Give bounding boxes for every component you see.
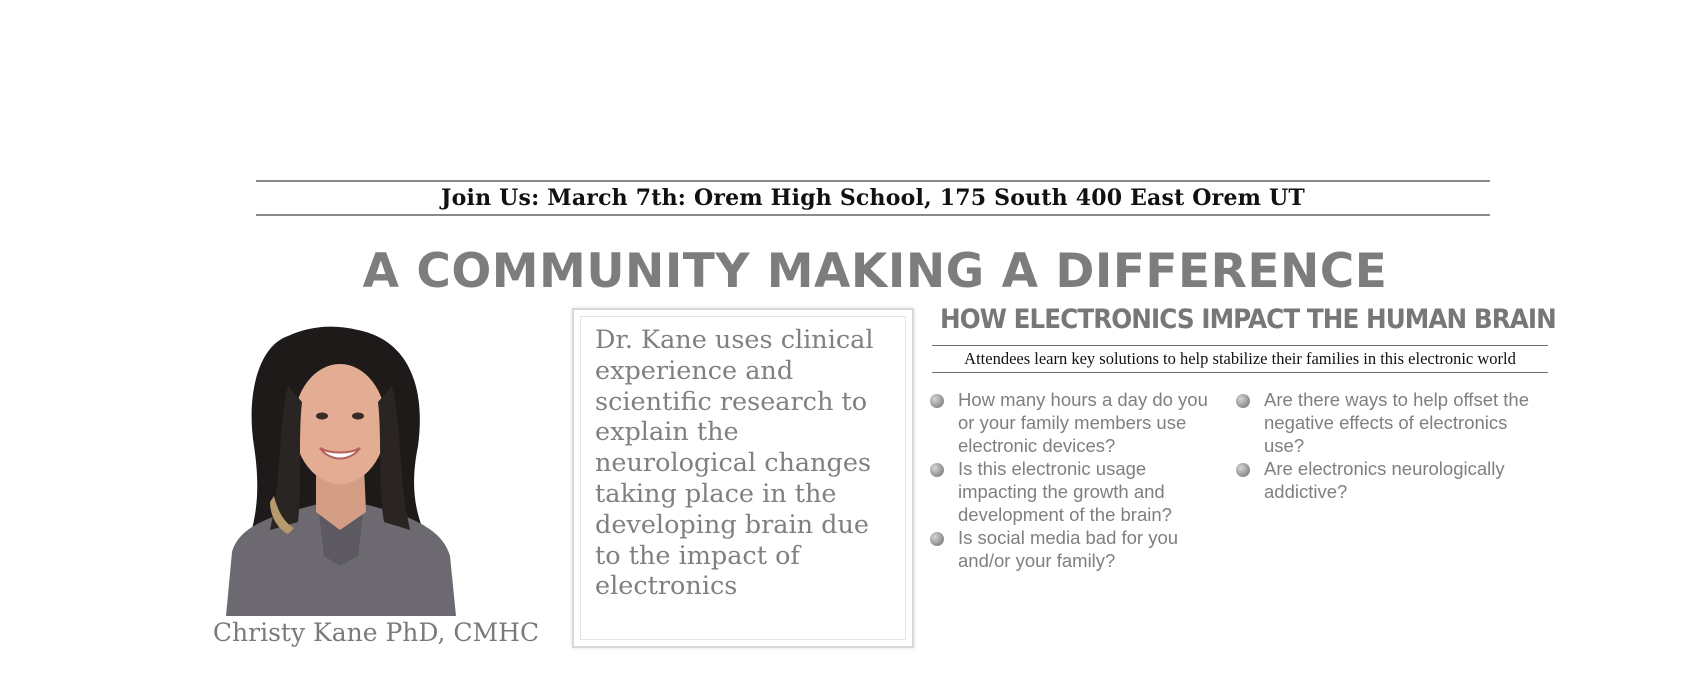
description-inner-frame xyxy=(580,316,906,640)
question-text: Is social media bad for you and/or your family? xyxy=(958,527,1179,571)
questions-list-left xyxy=(930,388,1220,572)
portrait-photo-icon xyxy=(218,316,462,616)
bullet-dot-icon xyxy=(1236,394,1250,408)
question-item xyxy=(930,388,1220,457)
sub-headline: HOW ELECTRONICS IMPACT THE HUMAN BRAIN xyxy=(940,304,1556,335)
question-text: Are electronics neurologically addictive? xyxy=(1264,458,1505,502)
event-banner-text: Join Us: March 7th: Orem High School, 175 South 400 East Orem UT xyxy=(441,185,1305,211)
event-banner xyxy=(256,180,1490,216)
question-text: Is this electronic usage impacting the growth and development of the brain? xyxy=(958,458,1172,525)
bullet-dot-icon xyxy=(930,532,944,546)
question-text: How many hours a day do you or your family members use electronic devices? xyxy=(958,389,1208,456)
question-item xyxy=(930,526,1220,572)
main-headline: A COMMUNITY MAKING A DIFFERENCE xyxy=(362,244,1388,299)
question-item xyxy=(930,457,1220,526)
description-box xyxy=(572,308,914,648)
bullet-dot-icon xyxy=(930,394,944,408)
description-text: Dr. Kane uses clinical experience and scientific research to explain the neurological changes taking place in the developing brain due to the impact of electronics xyxy=(595,325,874,602)
questions-list-right xyxy=(1236,388,1536,503)
question-text: Are there ways to help offset the negative effects of electronics use? xyxy=(1264,389,1529,456)
bullet-dot-icon xyxy=(1236,463,1250,477)
speaker-name: Christy Kane PhD, CMHC xyxy=(212,618,540,647)
question-item xyxy=(1236,457,1536,503)
tagline-text: Attendees learn key solutions to help stabilize their families in this electronic world xyxy=(964,349,1516,368)
tagline-bar xyxy=(932,345,1548,373)
bullet-dot-icon xyxy=(930,463,944,477)
speaker-portrait xyxy=(218,316,462,616)
question-item xyxy=(1236,388,1536,457)
